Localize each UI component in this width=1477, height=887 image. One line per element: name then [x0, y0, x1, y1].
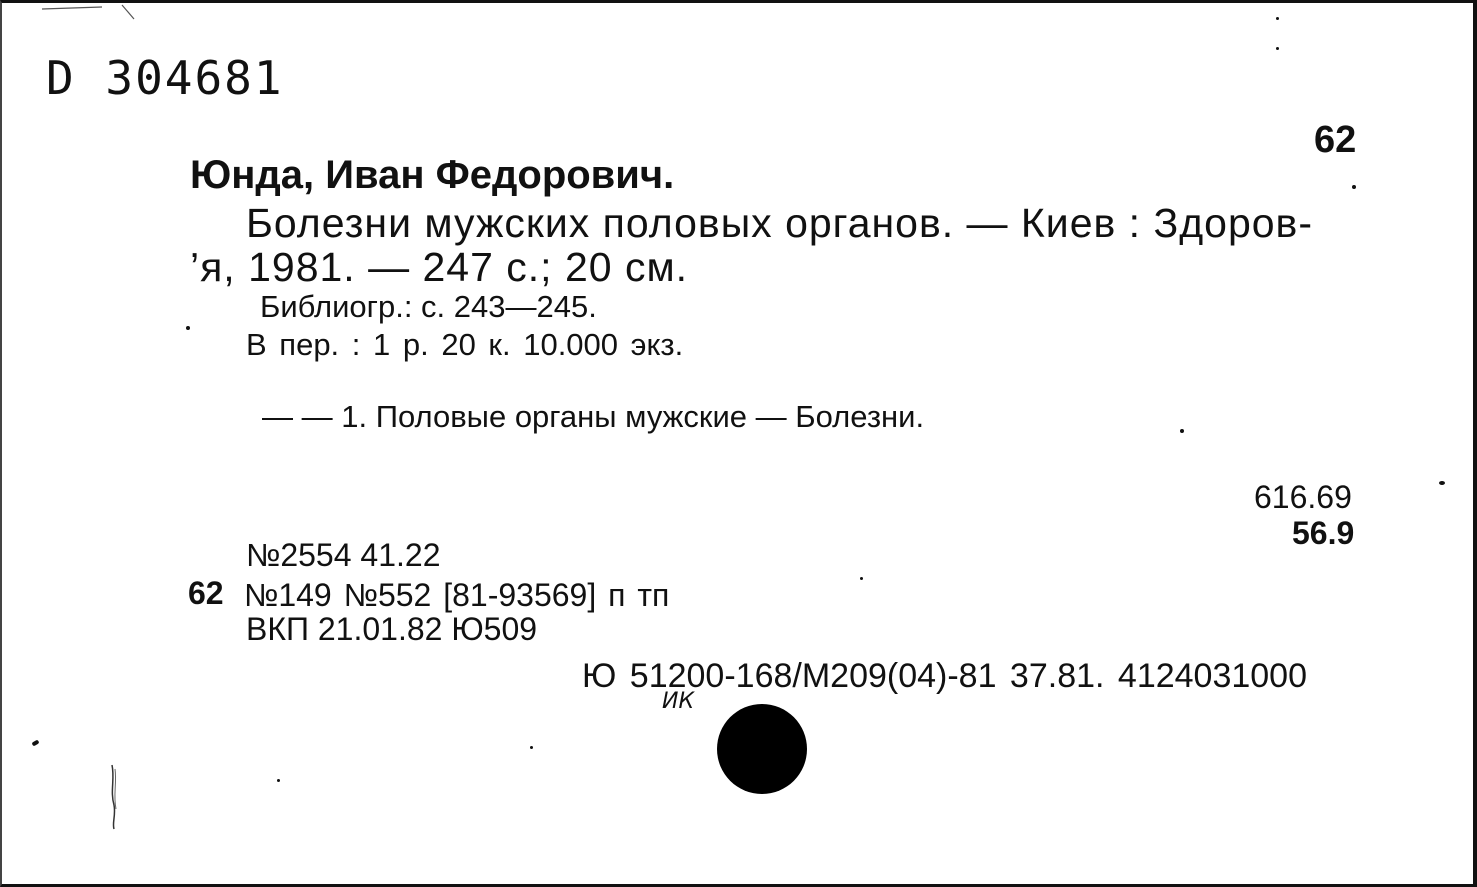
title-line-2: ’я, 1981. — 247 с.; 20 см.: [190, 244, 689, 290]
punch-hole: [717, 704, 807, 794]
speck-mark: [186, 326, 190, 330]
speck-mark: [277, 779, 280, 782]
price-and-print-run: В пер. : 1 р. 20 к. 10.000 экз.: [246, 327, 684, 362]
speck-mark: [1276, 17, 1279, 20]
udc-index: 616.69: [1254, 479, 1352, 515]
bottom-code-line: Ю 51200-168/М209(04)-81 37.81. 4124031000: [582, 657, 1308, 695]
speck-mark: [1180, 429, 1184, 433]
speck-mark: [860, 577, 863, 580]
author-name: Юнда, Иван Федорович.: [190, 153, 675, 197]
record-line-2: №149 №552 [81-93569] п тп: [244, 577, 670, 613]
record-line-3: ВКП 21.01.82 Ю509: [246, 611, 538, 647]
subject-heading: — — 1. Половые органы мужские — Болезни.: [262, 399, 925, 434]
class-number-top: 62: [1314, 119, 1357, 161]
speck-mark: [1276, 47, 1279, 50]
bbk-index: 56.9: [1292, 515, 1355, 551]
speck-mark: [1352, 185, 1356, 189]
bibliography-note: Библиогр.: с. 243—245.: [260, 289, 597, 324]
speck-mark: [1439, 481, 1445, 485]
record-line-1: №2554 41.22: [246, 537, 441, 573]
record-line-2-prefix: 62: [188, 575, 224, 611]
handwritten-mark: ИК: [662, 689, 695, 714]
top-edge-scratch: [2, 3, 152, 23]
title-line-1: Болезни мужских половых органов. — Киев : Здоров-: [246, 200, 1313, 246]
inventory-number: D 304681: [46, 51, 284, 105]
speck-mark: [530, 746, 533, 749]
margin-scratch: [102, 761, 126, 831]
speck-mark: [31, 740, 39, 747]
